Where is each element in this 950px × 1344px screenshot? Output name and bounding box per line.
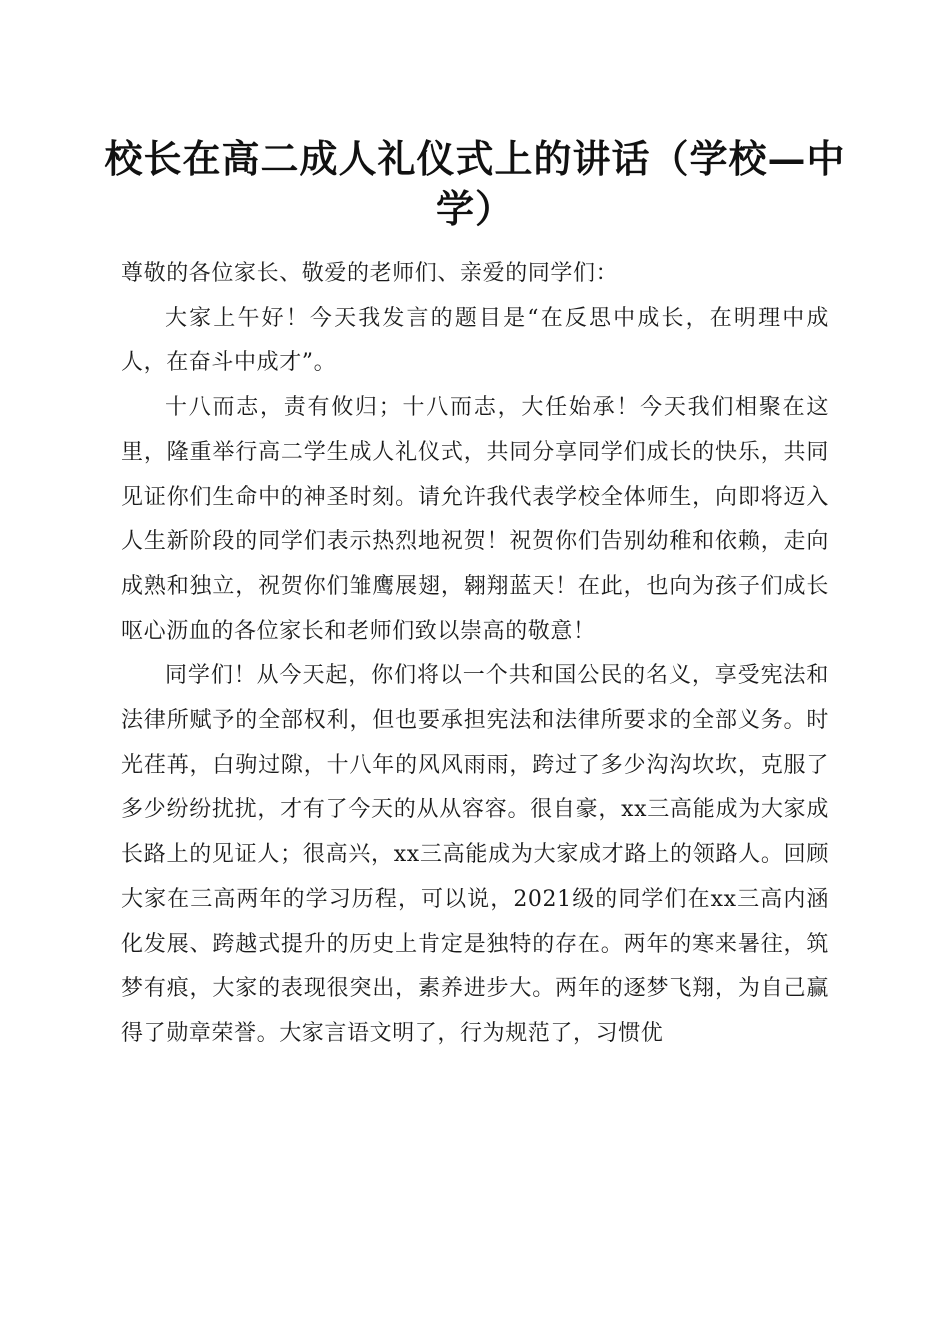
document-title: 校长在高二成人礼仪式上的讲话（学校—中学）	[104, 136, 846, 231]
salutation: 尊敬的各位家长、敬爱的老师们、亲爱的同学们：	[121, 261, 619, 286]
document-body	[121, 252, 829, 1057]
paragraph: 同学们！从今天起，你们将以一个共和国公民的名义，享受宪法和法律所赋予的全部权利，但也要承担宪法和法律所要求的全部义务。时光荏苒，白驹过隙，十八年的风风雨雨，跨过了多少沟沟坎坎，克服了多少纷纷扰扰，才有了今天的从从容容。很自豪，xx三高能成为大家成长路上的见证人；很高兴，xx三高能成为大家成才路上的领路人。回顾大家在三高两年的学习历程，可以说，2021级的同学们在xx三高内涵化发展、跨越式提升的历史上肯定是独特的存在。两年的寒来暑往，筑梦有痕，大家的表现很突出，素养进步大。两年的逐梦飞翔，为自己赢得了勋章荣誉。大家言语文明了，行为规范了，习惯优	[121, 663, 829, 1046]
paragraph: 十八而志，责有攸归；十八而志，大任始承！今天我们相聚在这里，隆重举行高二学生成人礼仪式，共同分享同学们成长的快乐，共同见证你们生命中的神圣时刻。请允许我代表学校全体师生，向即将迈入人生新阶段的同学们表示热烈地祝贺！祝贺你们告别幼稚和依赖，走向成熟和独立，祝贺你们雏鹰展翅，翱翔蓝天！在此，也向为孩子们成长呕心沥血的各位家长和老师们致以崇高的敬意！	[121, 395, 829, 644]
paragraph: 大家上午好！今天我发言的题目是“在反思中成长，在明理中成人，在奋斗中成才”。	[121, 305, 829, 376]
